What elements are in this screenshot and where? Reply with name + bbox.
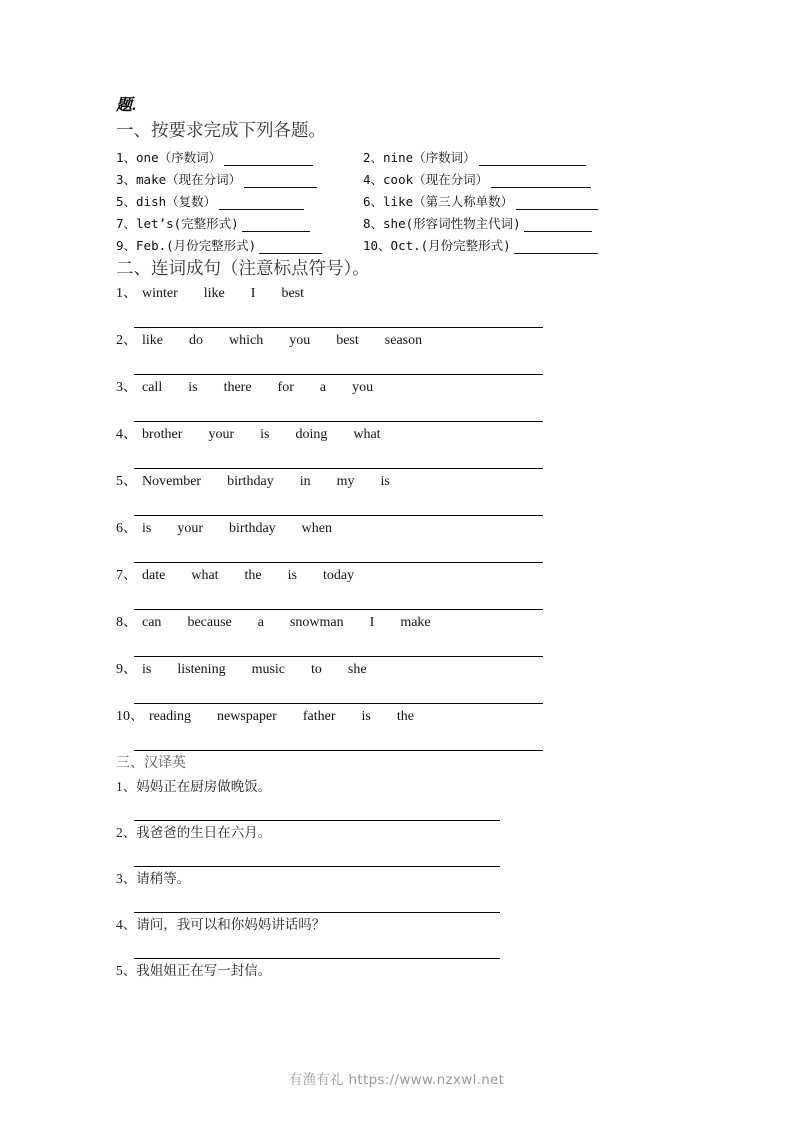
fill-blank-item — [116, 216, 363, 232]
scramble-word: like — [203, 286, 225, 301]
translation-item — [116, 776, 676, 821]
answer-line[interactable] — [134, 958, 500, 959]
answer-line[interactable] — [134, 750, 543, 751]
scramble-word: when — [301, 521, 332, 536]
sentence-scramble-item — [116, 659, 676, 704]
answer-line[interactable] — [134, 327, 543, 328]
fill-blank-item — [363, 216, 676, 232]
scramble-word: because — [187, 615, 232, 630]
section-3-items — [116, 776, 676, 982]
fill-blank-input[interactable] — [259, 240, 322, 254]
scramble-word-list — [116, 659, 676, 681]
scramble-word: is — [361, 709, 371, 724]
translation-item — [116, 914, 676, 959]
scramble-word-list — [116, 283, 676, 305]
fill-blank-item — [363, 150, 676, 166]
scramble-word-list — [116, 377, 676, 399]
fill-blank-row — [116, 210, 676, 232]
fill-blank-item — [116, 194, 363, 210]
item-number: 4、 — [116, 427, 137, 442]
fill-blank-prompt: 9、Feb.(月份完整形式) — [116, 238, 257, 253]
sentence-scramble-item — [116, 565, 676, 610]
scramble-word: your — [177, 521, 204, 536]
scramble-word: make — [400, 615, 431, 630]
fill-blank-item — [363, 194, 676, 210]
scramble-word-list — [116, 612, 676, 634]
translation-item — [116, 822, 676, 867]
answer-line[interactable] — [134, 374, 543, 375]
scramble-word: my — [336, 474, 355, 489]
scramble-word: a — [257, 615, 264, 630]
sentence-scramble-item — [116, 612, 676, 657]
scramble-word: which — [229, 333, 264, 348]
scramble-word: listening — [177, 662, 226, 677]
scramble-word: she — [347, 662, 367, 677]
translation-prompt: 2、我爸爸的生日在六月。 — [116, 825, 272, 840]
item-number: 7、 — [116, 568, 137, 583]
scramble-word: brother — [142, 427, 183, 442]
scramble-word: birthday — [227, 474, 274, 489]
fill-blank-input[interactable] — [479, 152, 586, 166]
scramble-word: is — [380, 474, 390, 489]
section-3-heading: 三、汉译英 — [116, 756, 186, 771]
fill-blank-item — [363, 238, 676, 254]
section-2-items — [116, 283, 676, 751]
scramble-word: snowman — [289, 615, 344, 630]
fill-blank-row — [116, 232, 676, 254]
scramble-word: I — [369, 615, 375, 630]
scramble-word: I — [250, 286, 256, 301]
scramble-word: in — [299, 474, 311, 489]
item-number: 3、 — [116, 380, 137, 395]
scramble-word: music — [251, 662, 286, 677]
scramble-word: your — [208, 427, 235, 442]
item-number: 10、 — [116, 709, 144, 724]
answer-line[interactable] — [134, 609, 543, 610]
scramble-word: what — [353, 427, 381, 442]
answer-line[interactable] — [134, 912, 500, 913]
section-1-rows — [116, 144, 676, 254]
sentence-scramble-item — [116, 377, 676, 422]
fill-blank-row — [116, 144, 676, 166]
fill-blank-prompt: 10、Oct.(月份完整形式) — [363, 238, 511, 253]
fill-blank-item — [116, 238, 363, 254]
fill-blank-prompt: 6、like（第三人称单数） — [363, 194, 514, 209]
scramble-word-list — [116, 518, 676, 540]
translation-prompt: 4、请问，我可以和你妈妈讲话吗？ — [116, 917, 326, 932]
scramble-word: what — [191, 568, 219, 583]
fill-blank-input[interactable] — [244, 174, 317, 188]
scramble-word: winter — [142, 286, 178, 301]
translation-prompt: 3、请稍等。 — [116, 871, 191, 886]
scramble-word: November — [142, 474, 202, 489]
fill-blank-prompt: 1、one（序数词） — [116, 150, 222, 165]
fill-blank-prompt: 2、nine（序数词） — [363, 150, 476, 165]
scramble-word: the — [244, 568, 262, 583]
scramble-word: season — [384, 333, 423, 348]
document-fragment-heading: 题. — [116, 97, 138, 114]
scramble-word: can — [142, 615, 162, 630]
scramble-word: is — [142, 521, 152, 536]
sentence-scramble-item — [116, 706, 676, 751]
scramble-word: do — [189, 333, 203, 348]
scramble-word: you — [289, 333, 311, 348]
scramble-word: birthday — [229, 521, 276, 536]
scramble-word: best — [281, 286, 304, 301]
sentence-scramble-item — [116, 518, 676, 563]
answer-line[interactable] — [134, 656, 543, 657]
answer-line[interactable] — [134, 703, 543, 704]
scramble-word-list — [116, 706, 676, 728]
fill-blank-prompt: 5、dish（复数） — [116, 194, 217, 209]
scramble-word: is — [260, 427, 270, 442]
fill-blank-prompt: 7、let’s(完整形式) — [116, 216, 239, 231]
scramble-word-list — [116, 424, 676, 446]
scramble-word: reading — [149, 709, 191, 724]
sentence-scramble-item — [116, 283, 676, 328]
scramble-word: is — [287, 568, 297, 583]
scramble-word-list — [116, 565, 676, 587]
scramble-word: there — [223, 380, 252, 395]
fill-blank-input[interactable] — [516, 196, 598, 210]
scramble-word: date — [142, 568, 166, 583]
scramble-word-list — [116, 471, 676, 493]
item-number: 1、 — [116, 286, 137, 301]
worksheet-content — [116, 96, 676, 982]
fill-blank-item — [116, 150, 363, 166]
scramble-word: is — [188, 380, 198, 395]
item-number: 8、 — [116, 615, 137, 630]
sentence-scramble-item — [116, 424, 676, 469]
scramble-word-list — [116, 330, 676, 352]
translation-item — [116, 868, 676, 913]
fill-blank-input[interactable] — [242, 218, 310, 232]
scramble-word: for — [277, 380, 294, 395]
section-1-heading: 一、按要求完成下列各题。 — [116, 120, 326, 140]
fill-blank-input[interactable] — [524, 218, 592, 232]
footer-watermark: 有渔有礼 https://www.nzxwl.net — [288, 1072, 505, 1088]
scramble-word: best — [336, 333, 359, 348]
fill-blank-input[interactable] — [514, 240, 598, 254]
sentence-scramble-item — [116, 330, 676, 375]
item-number: 9、 — [116, 662, 137, 677]
answer-line[interactable] — [134, 820, 500, 821]
translation-item — [116, 960, 676, 982]
scramble-word: a — [319, 380, 327, 395]
item-number: 6、 — [116, 521, 137, 536]
answer-line[interactable] — [134, 562, 543, 563]
scramble-word: today — [323, 568, 355, 583]
translation-prompt: 1、妈妈正在厨房做晚饭。 — [116, 779, 272, 794]
fill-blank-input[interactable] — [219, 196, 304, 210]
fill-blank-row — [116, 166, 676, 188]
scramble-word: the — [396, 709, 414, 724]
fill-blank-prompt: 8、she(形容词性物主代词) — [363, 216, 521, 231]
scramble-word: is — [142, 662, 152, 677]
answer-line[interactable] — [134, 421, 543, 422]
answer-line[interactable] — [134, 515, 543, 516]
fill-blank-prompt: 3、make（现在分词） — [116, 172, 242, 187]
answer-line[interactable] — [134, 866, 500, 867]
fill-blank-item — [363, 172, 676, 188]
scramble-word: call — [142, 380, 163, 395]
fill-blank-input[interactable] — [491, 174, 591, 188]
scramble-word: father — [302, 709, 336, 724]
fill-blank-item — [116, 172, 363, 188]
scramble-word: to — [311, 662, 322, 677]
fill-blank-input[interactable] — [224, 152, 313, 166]
item-number: 5、 — [116, 474, 137, 489]
section-2-heading: 二、连词成句（注意标点符号）。 — [116, 258, 370, 278]
answer-line[interactable] — [134, 468, 543, 469]
item-number: 2、 — [116, 333, 137, 348]
sentence-scramble-item — [116, 471, 676, 516]
scramble-word: doing — [295, 427, 328, 442]
fill-blank-prompt: 4、cook（现在分词） — [363, 172, 489, 187]
scramble-word: like — [142, 333, 163, 348]
fill-blank-row — [116, 188, 676, 210]
translation-prompt: 5、我姐姐正在写一封信。 — [116, 963, 272, 978]
scramble-word: newspaper — [216, 709, 277, 724]
scramble-word: you — [352, 380, 374, 395]
